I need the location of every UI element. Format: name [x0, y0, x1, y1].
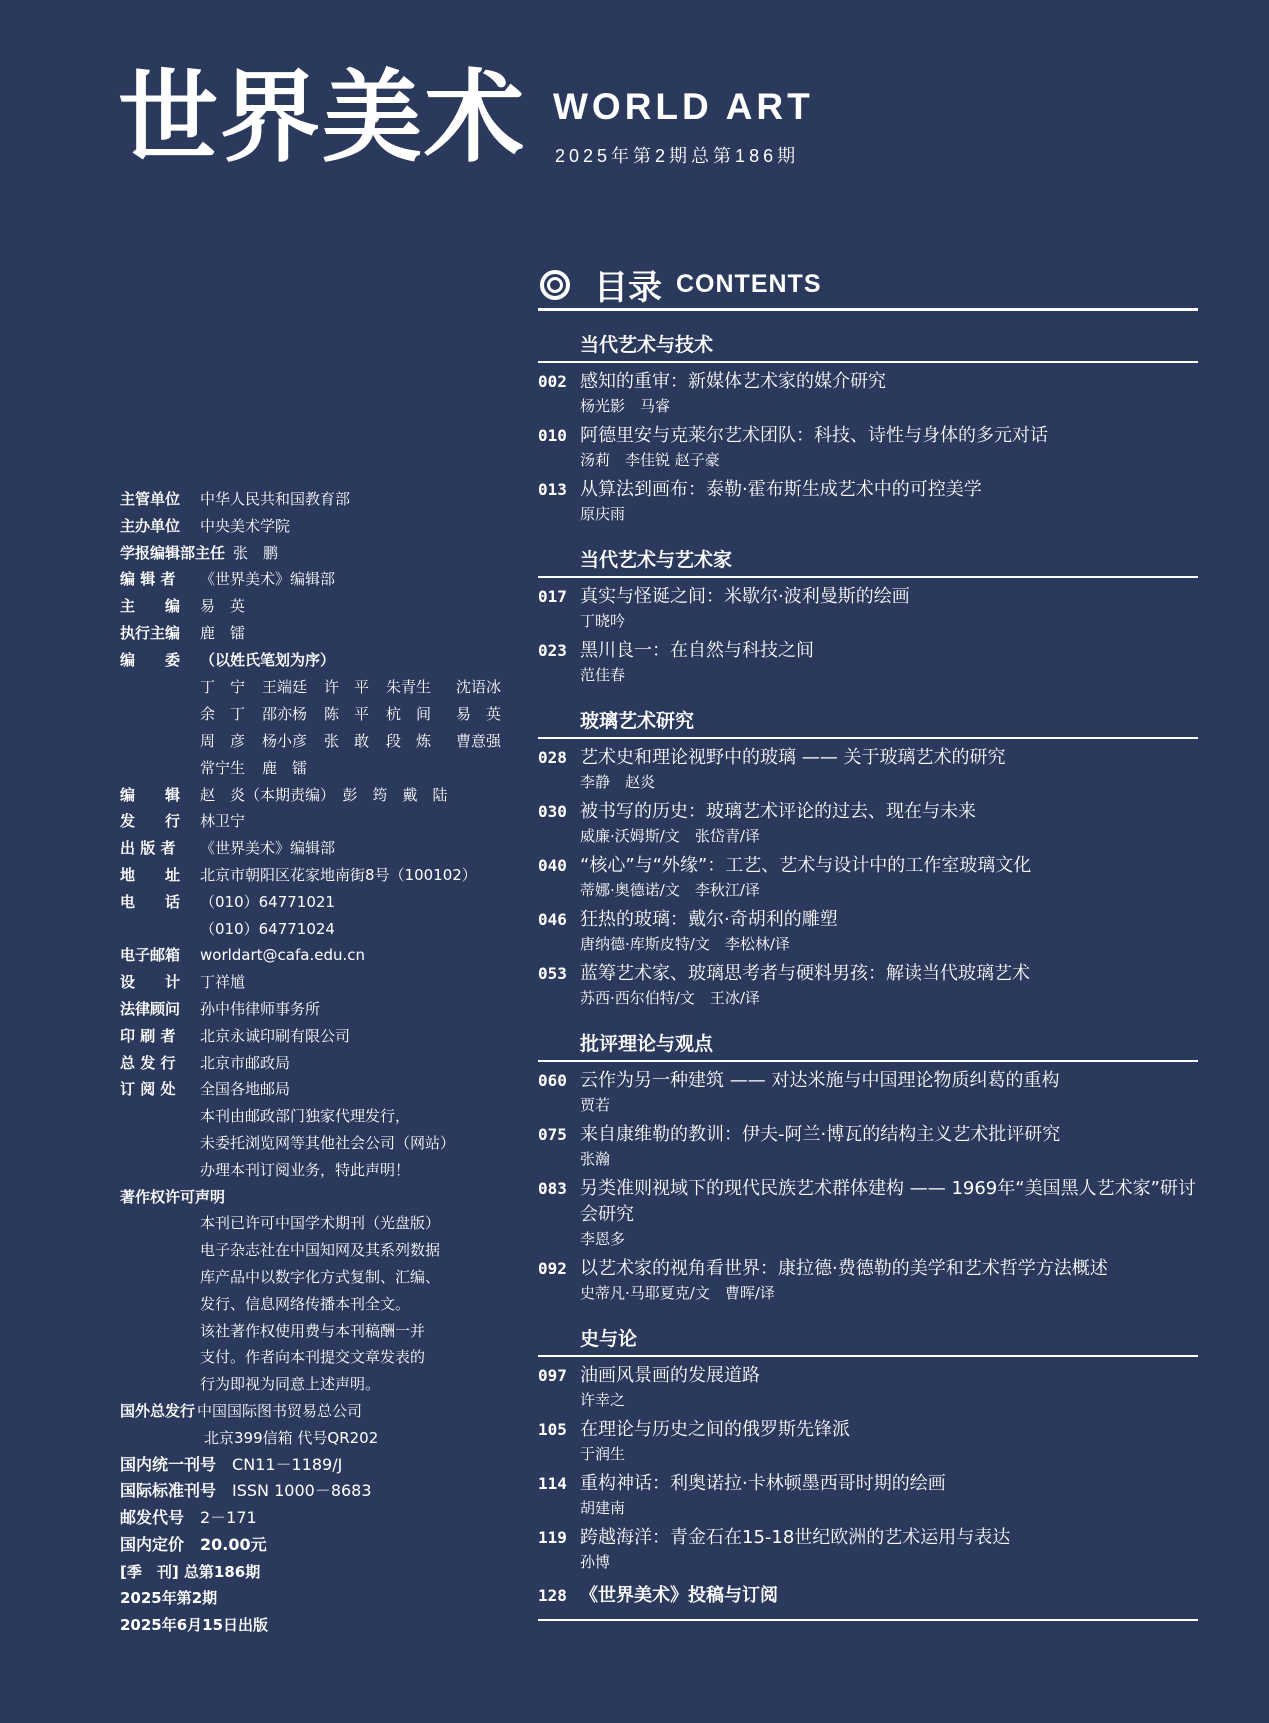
- section-title: 当代艺术与技术: [580, 334, 714, 356]
- toc-entry: [538, 1417, 1198, 1471]
- article-author: 李静 赵炎: [580, 773, 656, 791]
- article-title: 另类准则视域下的现代民族艺术群体建构 —— 1969年“美国黑人艺术家”研讨会研究: [580, 1178, 1196, 1225]
- quarterly-note: [季 刊] 总第186期: [120, 1562, 261, 1581]
- press-label: 出 版 者: [120, 839, 176, 858]
- article-author: 丁晓吟: [580, 612, 626, 630]
- chief-editor-label: 主 编: [120, 597, 181, 616]
- section-title: 史与论: [580, 1328, 638, 1350]
- article-author: 蒂娜·奥德诺/文 李秋江/译: [580, 881, 760, 899]
- phone-value-1: （010）64771021: [200, 892, 335, 911]
- copyright-note: 该社著作权使用费与本刊稿酬一并: [200, 1321, 426, 1340]
- article-author: 孙博: [580, 1553, 611, 1571]
- copyright-note: 支付。作者向本刊提交文章发表的: [200, 1348, 426, 1367]
- editors-label: 编 辑: [120, 785, 181, 804]
- toc-entry-subscription: [538, 1583, 1198, 1609]
- committee-member: 丁 宁: [200, 677, 246, 696]
- target-circle-icon: [540, 270, 570, 300]
- article-title: 在理论与历史之间的俄罗斯先锋派: [580, 1419, 850, 1440]
- article-author: 许幸之: [580, 1391, 626, 1409]
- article-author: 史蒂凡·马耶夏克/文 曹晖/译: [580, 1284, 775, 1302]
- publisher-value: 林卫宁: [200, 812, 246, 831]
- price-value: 20.00元: [200, 1534, 267, 1554]
- publisher-label: 发 行: [120, 812, 181, 831]
- toc-entry: [538, 584, 1198, 638]
- committee-member: 杨小彦: [262, 731, 308, 750]
- toc-entry: [538, 1363, 1198, 1417]
- toc-entry: [538, 799, 1198, 853]
- article-title: 《世界美术》投稿与订阅: [580, 1585, 778, 1606]
- supervisor-label: 主管单位: [120, 490, 181, 508]
- committee-label: 编 委: [120, 650, 181, 669]
- section-title: 当代艺术与艺术家: [580, 549, 733, 571]
- committee-member: 段 炼: [386, 731, 432, 750]
- copyright-note: 电子杂志社在中国知网及其系列数据: [200, 1241, 441, 1260]
- section-divider: [538, 361, 1198, 363]
- page-number: 040: [538, 856, 567, 875]
- committee-row: [120, 701, 540, 728]
- toc-entry: [538, 745, 1198, 799]
- committee-members: [120, 674, 540, 782]
- copyright-note: 行为即视为同意上述声明。: [200, 1375, 381, 1394]
- toc-entry: [538, 1256, 1198, 1310]
- toc-entry: [538, 907, 1198, 961]
- copyright-note: 本刊已许可中国学术期刊（光盘版）: [200, 1214, 441, 1233]
- committee-row: [120, 728, 540, 755]
- subscribe-note: 办理本刊订阅业务，特此声明！: [200, 1160, 411, 1179]
- issue-line: 2025年第2期总第186期: [555, 146, 800, 166]
- article-title: 真实与怪诞之间：米歇尔·波利曼斯的绘画: [580, 586, 910, 607]
- publication-date: 2025年6月15日出版: [120, 1616, 269, 1635]
- postal-code-label: 邮发代号: [120, 1508, 185, 1528]
- toc-entry: [538, 638, 1198, 692]
- price-label: 国内定价: [120, 1534, 185, 1554]
- page-number: 017: [538, 587, 567, 606]
- printer-label: 印 刷 者: [120, 1026, 176, 1045]
- distributor-label: 总 发 行: [120, 1053, 176, 1072]
- committee-member: 沈语冰: [456, 677, 502, 696]
- article-author: 范佳春: [580, 666, 626, 684]
- toc-entry: [538, 1176, 1198, 1256]
- article-author: 胡建南: [580, 1499, 626, 1517]
- exec-editor-label: 执行主编: [120, 623, 181, 642]
- page-number: 128: [538, 1586, 567, 1605]
- distributor-value: 北京市邮政局: [200, 1053, 291, 1072]
- subscribe-label: 订 阅 处: [120, 1080, 176, 1099]
- phone-label: 电 话: [120, 892, 181, 911]
- contents-heading-en: CONTENTS: [676, 270, 822, 298]
- table-of-contents: [538, 332, 1198, 1621]
- director-label: 学报编辑部主任: [120, 543, 226, 562]
- article-title: 油画风景画的发展道路: [580, 1365, 760, 1386]
- overseas-box: 北京399信箱 代号QR202: [204, 1428, 379, 1447]
- toc-entry: [538, 1525, 1198, 1579]
- cn-value: CN11－1189/J: [232, 1454, 343, 1474]
- toc-entry: [538, 423, 1198, 477]
- committee-member: 王端廷: [262, 677, 308, 696]
- article-title: 蓝筹艺术家、玻璃思考者与硬料男孩：解读当代玻璃艺术: [580, 963, 1030, 984]
- postal-code-value: 2－171: [200, 1508, 257, 1528]
- chief-editor-value: 易 英: [200, 597, 246, 616]
- committee-member: 周 彦: [200, 731, 246, 750]
- page-number: 010: [538, 426, 567, 445]
- page-number: 013: [538, 480, 567, 499]
- section-divider: [538, 1355, 1198, 1357]
- email-label: 电子邮箱: [120, 946, 181, 965]
- committee-member: 张 敢: [324, 731, 370, 750]
- page-number: 046: [538, 910, 567, 929]
- article-title: 来自康维勒的教训：伊夫-阿兰·博瓦的结构主义艺术批评研究: [580, 1124, 1061, 1145]
- magazine-logo-cn: 世界美术: [118, 58, 526, 176]
- page-number: 083: [538, 1179, 567, 1198]
- issue-note: 2025年第2期: [120, 1589, 218, 1608]
- article-author: 贾若: [580, 1096, 611, 1114]
- exec-editor-value: 鹿 镭: [200, 623, 246, 642]
- toc-entry: [538, 369, 1198, 423]
- committee-row: [120, 755, 540, 782]
- subscribe-value: 全国各地邮局: [200, 1080, 291, 1099]
- article-author: 李恩多: [580, 1230, 626, 1248]
- toc-entry: [538, 1122, 1198, 1176]
- contents-divider: [538, 308, 1198, 311]
- section-title: 玻璃艺术研究: [580, 710, 695, 732]
- article-title: 艺术史和理论视野中的玻璃 —— 关于玻璃艺术的研究: [580, 747, 1006, 768]
- email-value: worldart@cafa.edu.cn: [200, 946, 365, 965]
- sponsor-value: 中央美术学院: [200, 516, 291, 535]
- committee-member: 曹意强: [456, 731, 502, 750]
- phone-value-2: （010）64771024: [200, 919, 335, 938]
- page-number: 097: [538, 1366, 567, 1385]
- article-author: 杨光影 马睿: [580, 397, 671, 415]
- legal-value: 孙中伟律师事务所: [200, 999, 321, 1018]
- editor-org-label: 编 辑 者: [120, 570, 176, 589]
- design-value: 丁祥馗: [200, 973, 246, 992]
- committee-member: 杭 间: [386, 704, 432, 723]
- article-title: 阿德里安与克莱尔艺术团队：科技、诗性与身体的多元对话: [580, 425, 1048, 446]
- committee-member: 易 英: [456, 704, 502, 723]
- page-number: 119: [538, 1528, 567, 1547]
- article-title: 跨越海洋：青金石在15-18世纪欧洲的艺术运用与表达: [580, 1527, 1011, 1548]
- page-number: 028: [538, 748, 567, 767]
- page-number: 092: [538, 1259, 567, 1278]
- subscribe-note: 未委托浏览网等其他社会公司（网站）: [200, 1133, 456, 1152]
- page-number: 060: [538, 1071, 567, 1090]
- issn-value: ISSN 1000－8683: [232, 1481, 372, 1501]
- section-divider: [538, 576, 1198, 578]
- page-number: 030: [538, 802, 567, 821]
- masthead: [120, 486, 540, 1639]
- subscribe-note: 本刊由邮政部门独家代理发行，: [200, 1107, 411, 1126]
- article-author: 张瀚: [580, 1150, 611, 1168]
- article-title: 被书写的历史：玻璃艺术评论的过去、现在与未来: [580, 801, 976, 822]
- overseas-value: 中国国际图书贸易总公司: [197, 1401, 363, 1420]
- copyright-note: 库产品中以数字化方式复制、汇编、: [200, 1267, 441, 1286]
- article-author: 威廉·沃姆斯/文 张岱青/译: [580, 827, 760, 845]
- copyright-note: 发行、信息网络传播本刊全文。: [200, 1294, 411, 1313]
- article-title: 狂热的玻璃：戴尔·奇胡利的雕塑: [580, 909, 838, 930]
- committee-member: 陈 平: [324, 704, 370, 723]
- printer-value: 北京永诚印刷有限公司: [200, 1026, 351, 1045]
- legal-label: 法律顾问: [120, 999, 181, 1018]
- toc-entry: [538, 961, 1198, 1015]
- committee-row: [120, 674, 540, 701]
- press-value: 《世界美术》编辑部: [200, 839, 336, 858]
- article-title: 感知的重审：新媒体艺术家的媒介研究: [580, 371, 886, 392]
- article-author: 唐纳德·库斯皮特/文 李松林/译: [580, 935, 790, 953]
- section-divider: [538, 1060, 1198, 1062]
- article-title: 从算法到画布：泰勒·霍布斯生成艺术中的可控美学: [580, 479, 982, 500]
- editor-org-value: 《世界美术》编辑部: [200, 570, 336, 589]
- article-title: 以艺术家的视角看世界：康拉德·费德勒的美学和艺术哲学方法概述: [580, 1258, 1108, 1279]
- editors-value: 赵 炎（本期责编） 彭 筠 戴 陆: [200, 785, 448, 804]
- toc-entry: [538, 1471, 1198, 1525]
- toc-entry: [538, 1068, 1198, 1122]
- supervisor-value: 中华人民共和国教育部: [200, 490, 351, 508]
- overseas-label: 国外总发行: [120, 1401, 196, 1420]
- article-title: 云作为另一种建筑 —— 对达米施与中国理论物质纠葛的重构: [580, 1070, 1060, 1091]
- contents-heading: [540, 260, 1200, 309]
- contents-heading-cn: 目录: [594, 268, 662, 308]
- section-divider: [538, 737, 1198, 739]
- page-number: 002: [538, 372, 567, 391]
- toc-entry: [538, 477, 1198, 531]
- section-title: 批评理论与观点: [580, 1033, 714, 1055]
- design-label: 设 计: [120, 973, 181, 992]
- article-title: 黑川良一：在自然与科技之间: [580, 640, 814, 661]
- sponsor-label: 主办单位: [120, 516, 181, 535]
- page-number: 075: [538, 1125, 567, 1144]
- committee-member: 朱青生: [386, 677, 432, 696]
- page-number: 023: [538, 641, 567, 660]
- article-title: 重构神话：利奥诺拉·卡林顿墨西哥时期的绘画: [580, 1473, 946, 1494]
- article-author: 汤莉 李佳锐 赵子豪: [580, 451, 720, 469]
- copyright-label: 著作权许可声明: [120, 1187, 226, 1206]
- article-author: 于润生: [580, 1445, 626, 1463]
- director-value: 张 鹏: [233, 543, 279, 562]
- toc-entry: [538, 853, 1198, 907]
- issn-label: 国际标准刊号: [120, 1481, 217, 1501]
- article-title: “核心”与“外缘”：工艺、艺术与设计中的工作室玻璃文化: [580, 855, 1032, 876]
- committee-note: （以姓氏笔划为序）: [200, 650, 336, 669]
- address-value: 北京市朝阳区花家地南街8号（100102）: [200, 865, 477, 884]
- contents-bottom-divider: [538, 1619, 1198, 1621]
- page-number: 105: [538, 1420, 567, 1439]
- committee-member: 余 丁: [200, 704, 246, 723]
- committee-member: 鹿 镭: [262, 758, 308, 777]
- article-author: 苏西·西尔伯特/文 王冰/译: [580, 989, 760, 1007]
- page-number: 114: [538, 1474, 567, 1493]
- address-label: 地 址: [120, 865, 181, 884]
- page-number: 053: [538, 964, 567, 983]
- committee-member: 常宁生: [200, 758, 246, 777]
- committee-member: 邵亦杨: [262, 704, 308, 723]
- cn-label: 国内统一刊号: [120, 1454, 217, 1474]
- committee-member: 许 平: [324, 677, 370, 696]
- magazine-title-en: WORLD ART: [553, 86, 814, 127]
- article-author: 原庆雨: [580, 505, 626, 523]
